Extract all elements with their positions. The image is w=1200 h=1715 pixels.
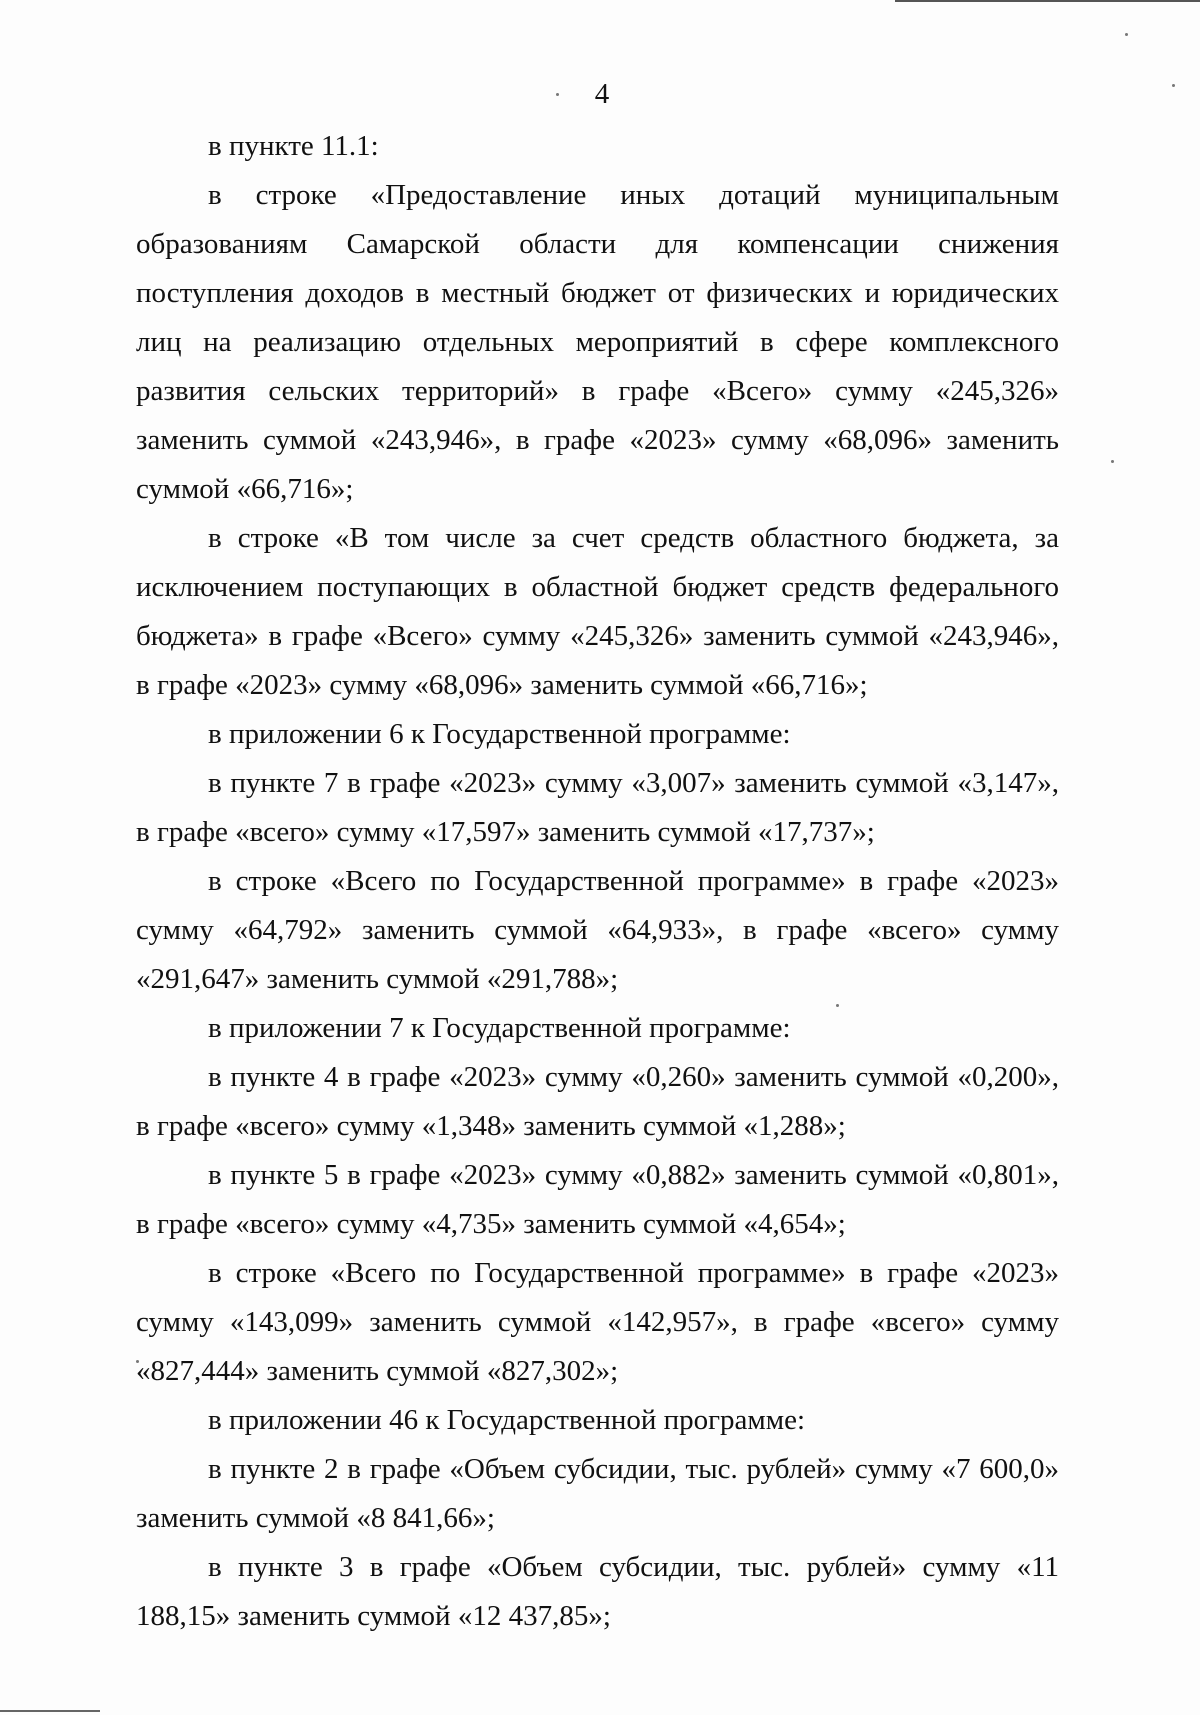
- paragraph: в строке «Предоставление иных дотаций муниципальным образованиям Самарской области для компенсации снижения поступления доходов в местный бюджет от физических и юридических лиц на реализацию отдельных мероприятий в сфере комплексного развития сельских территорий» в графе «Всего» сумму «245,326» заменить суммой «243,946», в графе «2023» сумму «68,096» заменить суммой «66,716»;: [136, 179, 1059, 505]
- paragraph: в пункте 7 в графе «2023» сумму «3,007» заменить суммой «3,147», в графе «всего» сумму «17,597» заменить суммой «17,737»;: [136, 767, 1059, 848]
- paragraph: в пункте 5 в графе «2023» сумму «0,882» заменить суммой «0,801», в графе «всего» сумму «4,735» заменить суммой «4,654»;: [136, 1159, 1059, 1240]
- page-number: 4: [594, 78, 610, 110]
- paragraph: в приложении 6 к Государственной программе:: [208, 718, 791, 750]
- scan-speck: [1172, 84, 1175, 87]
- paragraph: в пункте 3 в графе «Объем субсидии, тыс. рублей» сумму «11 188,15» заменить суммой «12 437,85»;: [136, 1551, 1059, 1632]
- paragraph: в пункте 4 в графе «2023» сумму «0,260» заменить суммой «0,200», в графе «всего» сумму «1,348» заменить суммой «1,288»;: [136, 1061, 1059, 1142]
- scan-speck: [1125, 33, 1128, 36]
- document-body: [136, 122, 1059, 1641]
- paragraph: в строке «Всего по Государственной программе» в графе «2023» сумму «64,792» заменить суммой «64,933», в графе «всего» сумму «291,647» заменить суммой «291,788»;: [136, 865, 1059, 995]
- scan-speck: [556, 93, 559, 96]
- paragraph: в пункте 11.1:: [208, 130, 379, 162]
- paragraph: в приложении 7 к Государственной программе:: [208, 1012, 791, 1044]
- scan-edge-line-bottom: [0, 1710, 100, 1712]
- paragraph: в строке «В том числе за счет средств областного бюджета, за исключением поступающих в областной бюджет средств федерального бюджета» в графе «Всего» сумму «245,326» заменить суммой «243,946», в графе «2023» сумму «68,096» заменить суммой «66,716»;: [136, 522, 1059, 701]
- scan-speck: [1111, 460, 1114, 463]
- paragraph: в строке «Всего по Государственной программе» в графе «2023» сумму «143,099» заменить суммой «142,957», в графе «всего» сумму «827,444» заменить суммой «827,302»;: [136, 1257, 1059, 1387]
- paragraph: в пункте 2 в графе «Объем субсидии, тыс. рублей» сумму «7 600,0» заменить суммой «8 841,66»;: [136, 1453, 1059, 1534]
- scan-edge-line-top: [895, 0, 1200, 2]
- paragraph: в приложении 46 к Государственной программе:: [208, 1404, 806, 1436]
